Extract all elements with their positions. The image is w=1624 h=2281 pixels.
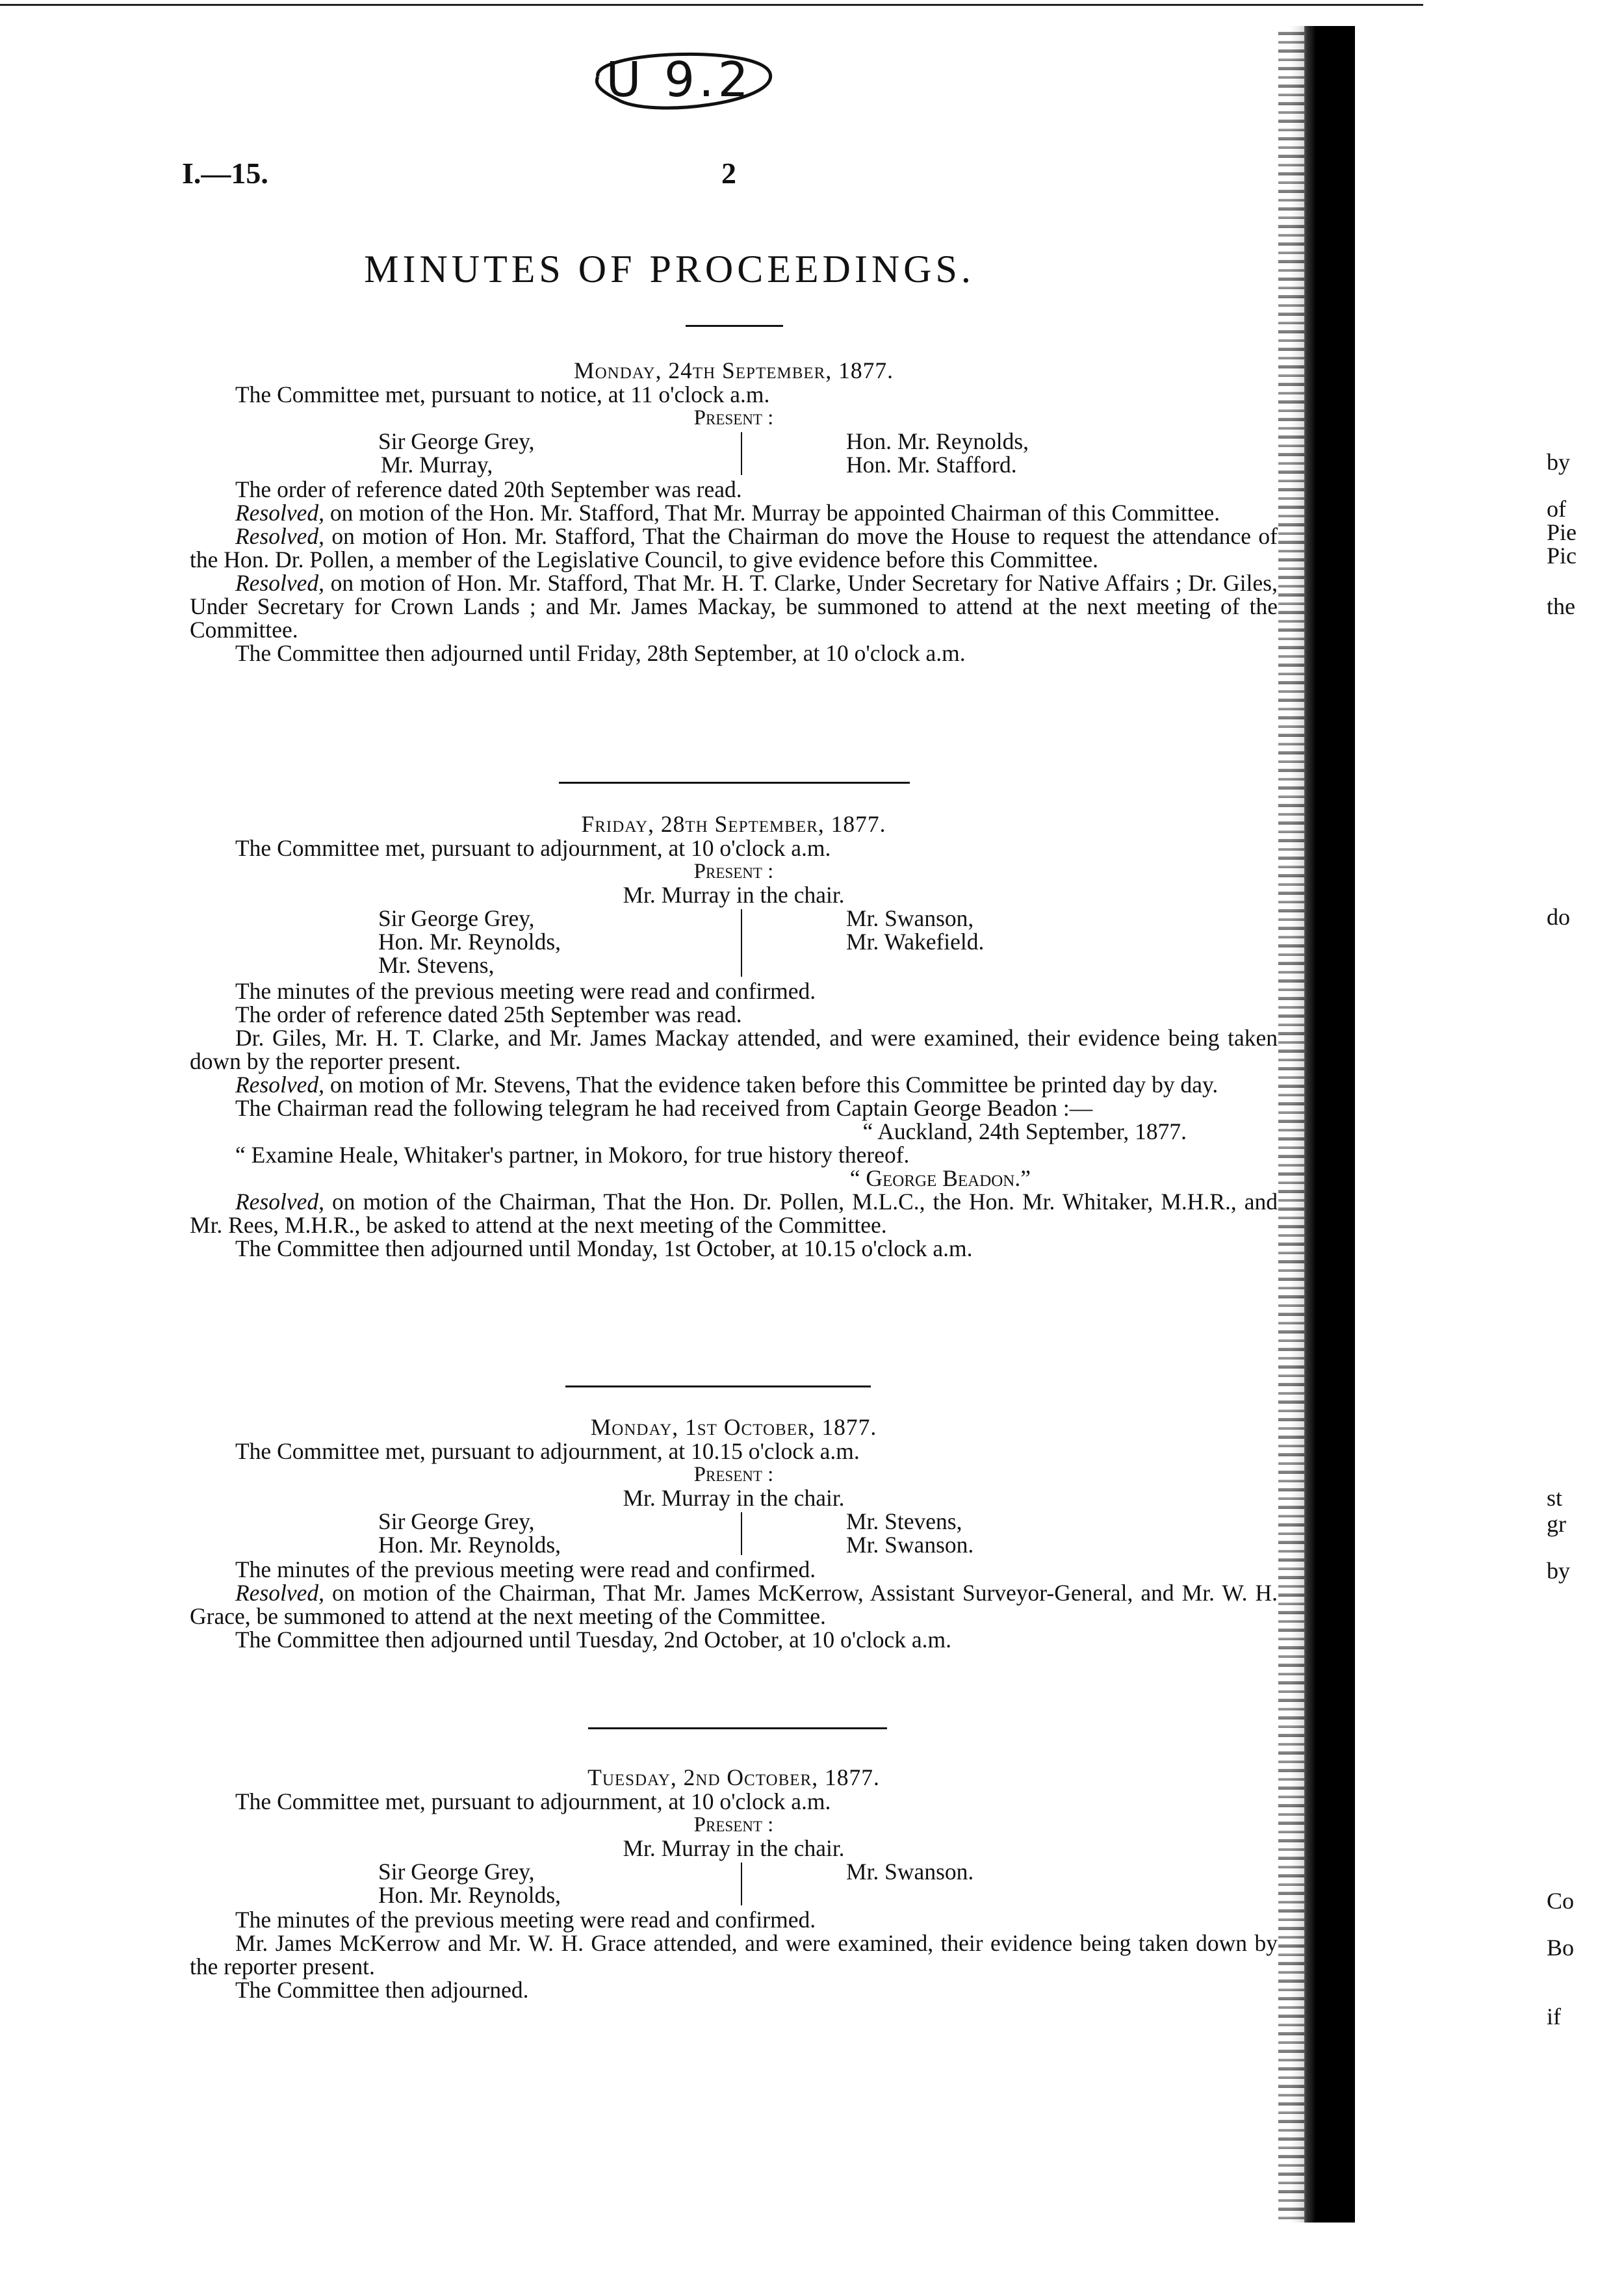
page-number: 2 [721, 157, 736, 190]
minute-entry: Resolved, on motion of Hon. Mr. Stafford, That the Chairman do move the House to request the attendance of the Hon. Dr. Pollen, a member of the Legislative Council, to give evidence before this Committee. [190, 523, 1278, 573]
attendance-left [378, 430, 535, 476]
meeting-date: Tuesday, 2nd October, 1877. [587, 1764, 880, 1790]
chair-line: Mr. Murray in the chair. [623, 1485, 845, 1511]
member-name: Sir George Grey, [378, 1508, 535, 1534]
telegram-dateline: “ Auckland, 24th September, 1877. [862, 1118, 1187, 1144]
margin-fragment: Pie [1547, 519, 1577, 545]
chair-line: Mr. Murray in the chair. [623, 882, 845, 908]
present-label: Present : [693, 1813, 774, 1836]
meeting-opening: The Committee met, pursuant to adjournment, at 10.15 o'clock a.m. [235, 1438, 860, 1464]
attendance-list [190, 907, 1278, 979]
member-name: Hon. Mr. Reynolds, [378, 929, 561, 955]
member-name: Hon. Mr. Stafford. [846, 452, 1017, 478]
telegram-body: “ Examine Heale, Whitaker's partner, in Mokoro, for true history thereof. [235, 1142, 910, 1168]
telegram-signature: “ George Beadon.” [849, 1165, 1031, 1191]
member-name: Hon. Mr. Reynolds, [846, 428, 1029, 454]
member-name: Mr. Stevens, [846, 1508, 962, 1534]
minute-entry: Resolved, on motion of the Chairman, That Mr. James McKerrow, Assistant Surveyor-General, and Mr. W. H. Grace, be summoned to attend at the next meeting of the Committee. [190, 1580, 1278, 1629]
meeting-3 [190, 1415, 1278, 1651]
attendance-right [846, 1510, 973, 1556]
minute-entry: The Committee then adjourned. [235, 1977, 529, 2003]
minute-entry: The Chairman read the following telegram he had received from Captain George Beadon :— [235, 1095, 1093, 1121]
minute-entry: The order of reference dated 20th September was read. [235, 476, 742, 502]
document-reference: I.—15. [182, 157, 268, 190]
handwritten-text: U 9.2 [606, 52, 753, 108]
member-name: Sir George Grey, [378, 1859, 535, 1885]
minute-entry: The Committee then adjourned until Tuesday, 2nd October, at 10 o'clock a.m. [235, 1627, 951, 1653]
meeting-1 [190, 359, 1278, 665]
member-name: Mr. Swanson, [846, 905, 974, 931]
column-divider [741, 432, 742, 475]
minute-entry: The Committee then adjourned until Monday, 1st October, at 10.15 o'clock a.m. [235, 1235, 973, 1261]
margin-fragment: of [1547, 496, 1566, 522]
present-label: Present : [693, 860, 774, 883]
minute-entry: Resolved, on motion of Hon. Mr. Stafford, That Mr. H. T. Clarke, Under Secretary for Native Affairs ; Dr. Giles, Under Secretary for Crown Lands ; and Mr. James Mackay, be summoned to attend at the next meeting of the Committee. [190, 570, 1278, 643]
member-name: Hon. Mr. Reynolds, [378, 1532, 561, 1558]
page-binding-shadow [1290, 26, 1355, 2223]
meeting-opening: The Committee met, pursuant to adjournment, at 10 o'clock a.m. [235, 1788, 831, 1814]
present-label: Present : [693, 406, 774, 430]
member-name: Hon. Mr. Reynolds, [378, 1882, 561, 1908]
minute-entry: The minutes of the previous meeting were read and confirmed. [235, 1556, 816, 1582]
chair-line: Mr. Murray in the chair. [623, 1835, 845, 1861]
section-divider [565, 1385, 871, 1387]
attendance-right [846, 1860, 973, 1883]
minute-entry: Resolved, on motion of the Hon. Mr. Stafford, That Mr. Murray be appointed Chairman of this Committee. [235, 500, 1220, 526]
margin-fragment: Pic [1547, 543, 1577, 569]
minute-entry: Resolved, on motion of Mr. Stevens, That the evidence taken before this Committee be printed day by day. [235, 1072, 1218, 1098]
margin-fragment: gr [1547, 1511, 1566, 1537]
member-name: Mr. Wakefield. [846, 929, 985, 955]
margin-fragment: Co [1547, 1888, 1575, 1914]
margin-fragment: by [1547, 1558, 1570, 1584]
member-name: Mr. Stevens, [378, 952, 495, 978]
facing-page-edge [1423, 0, 1624, 2281]
column-divider [741, 1512, 742, 1555]
minute-entry: The minutes of the previous meeting were read and confirmed. [235, 1907, 816, 1933]
attendance-list [190, 1860, 1278, 1908]
meeting-date: Monday, 24th September, 1877. [574, 357, 894, 383]
attendance-right [846, 430, 1029, 476]
minute-entry: The Committee then adjourned until Friday, 28th September, at 10 o'clock a.m. [235, 640, 966, 666]
minute-entry: The order of reference dated 25th September was read. [235, 1001, 742, 1027]
meeting-opening: The Committee met, pursuant to notice, at 11 o'clock a.m. [235, 381, 770, 407]
attendance-left [378, 1860, 561, 1907]
meeting-date: Monday, 1st October, 1877. [590, 1414, 877, 1440]
minute-entry: Resolved, on motion of the Chairman, That the Hon. Dr. Pollen, M.L.C., the Hon. Mr. Whitaker, M.H.R., and Mr. Rees, M.H.R., be asked to attend at the next meeting of the Committee. [190, 1189, 1278, 1238]
meeting-2 [190, 812, 1278, 1260]
minute-entry: The minutes of the previous meeting were read and confirmed. [235, 978, 816, 1004]
margin-fragment: st [1547, 1485, 1563, 1511]
section-divider [588, 1727, 887, 1729]
minute-entry: Dr. Giles, Mr. H. T. Clarke, and Mr. James Mackay attended, and were examined, their evidence being taken down by the reporter present. [190, 1025, 1278, 1074]
attendance-right [846, 907, 984, 953]
handwritten-annotation [572, 38, 786, 122]
attendance-list [190, 430, 1278, 478]
margin-fragment: the [1547, 593, 1575, 619]
present-label: Present : [693, 1463, 774, 1486]
member-name: Mr. Murray, [381, 452, 493, 478]
meeting-opening: The Committee met, pursuant to adjournment, at 10 o'clock a.m. [235, 835, 831, 861]
minute-entry: Mr. James McKerrow and Mr. W. H. Grace attended, and were examined, their evidence being taken down by the reporter present. [190, 1930, 1278, 1979]
attendance-left [378, 907, 561, 977]
member-name: Mr. Swanson. [846, 1532, 974, 1558]
top-edge-line [0, 4, 1624, 6]
margin-fragment: do [1547, 904, 1570, 930]
section-divider [559, 782, 910, 784]
member-name: Sir George Grey, [378, 428, 535, 454]
margin-fragment: if [1547, 2004, 1561, 2030]
meeting-date: Friday, 28th September, 1877. [581, 811, 886, 837]
member-name: Sir George Grey, [378, 905, 535, 931]
column-divider [741, 909, 742, 977]
page-title: MINUTES OF PROCEEDINGS. [364, 248, 975, 290]
margin-fragment: by [1547, 449, 1570, 475]
attendance-list [190, 1510, 1278, 1558]
margin-fragment: Bo [1547, 1935, 1575, 1961]
attendance-left [378, 1510, 561, 1556]
column-divider [741, 1862, 742, 1905]
meeting-4 [190, 1766, 1278, 2002]
title-divider [686, 325, 783, 327]
member-name: Mr. Swanson. [846, 1859, 974, 1885]
